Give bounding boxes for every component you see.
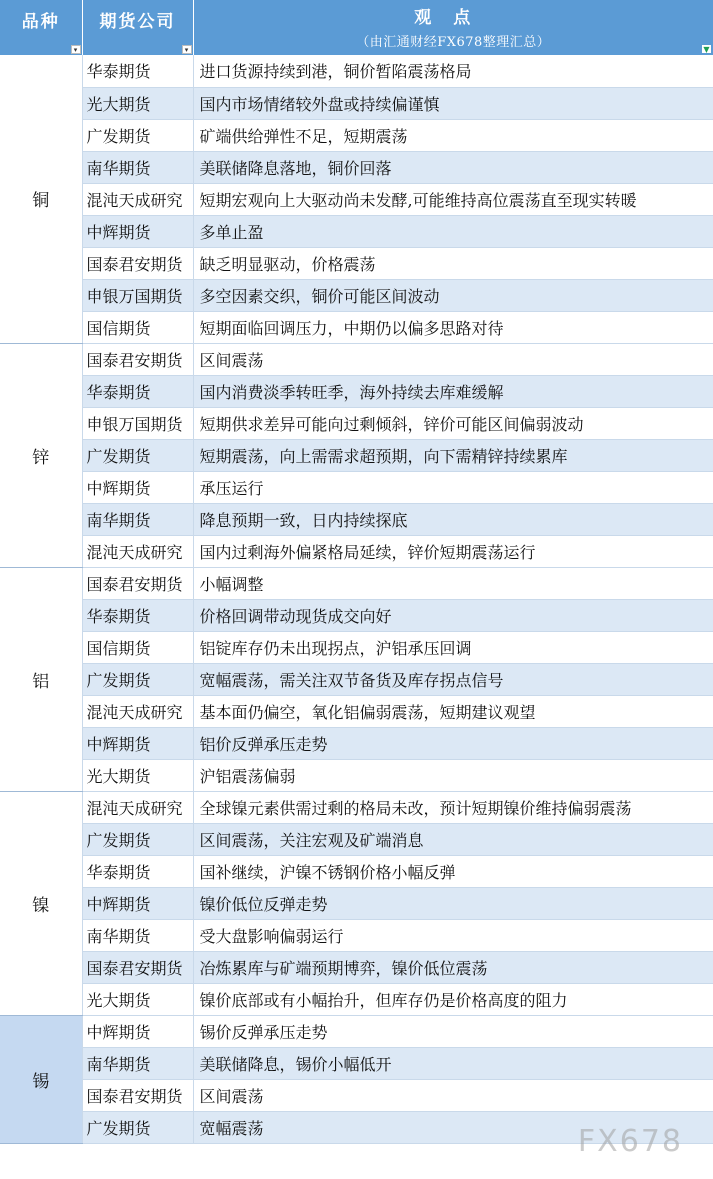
view-cell[interactable]: 矿端供给弹性不足，短期震荡 (193, 119, 713, 151)
table-row (0, 599, 713, 631)
view-cell[interactable]: 镍价底部或有小幅抬升，但库存仍是价格高度的阻力 (193, 983, 713, 1015)
view-cell[interactable]: 镍价低位反弹走势 (193, 887, 713, 919)
view-cell[interactable]: 缺乏明显驱动，价格震荡 (193, 247, 713, 279)
table-row (0, 407, 713, 439)
header-company-label: 期货公司 (99, 12, 176, 32)
table-row (0, 279, 713, 311)
company-cell[interactable]: 广发期货 (82, 1111, 193, 1143)
view-cell[interactable]: 锡价反弹承压走势 (193, 1015, 713, 1047)
view-cell[interactable]: 铝价反弹承压走势 (193, 727, 713, 759)
view-cell[interactable]: 宽幅震荡 (193, 1111, 713, 1143)
company-cell[interactable]: 混沌天成研究 (82, 535, 193, 567)
table-row (0, 951, 713, 983)
table-row (0, 727, 713, 759)
table-row (0, 375, 713, 407)
view-cell[interactable]: 降息预期一致，日内持续探底 (193, 503, 713, 535)
view-cell[interactable]: 多单止盈 (193, 215, 713, 247)
view-cell[interactable]: 国内过剩海外偏紧格局延续，锌价短期震荡运行 (193, 535, 713, 567)
table-row (0, 823, 713, 855)
company-cell[interactable]: 国泰君安期货 (82, 567, 193, 599)
view-cell[interactable]: 短期面临回调压力，中期仍以偏多思路对待 (193, 311, 713, 343)
view-cell[interactable]: 受大盘影响偏弱运行 (193, 919, 713, 951)
company-cell[interactable]: 华泰期货 (82, 55, 193, 87)
company-cell[interactable]: 中辉期货 (82, 1015, 193, 1047)
header-view-label: 观点 (414, 8, 493, 28)
table-row (0, 759, 713, 791)
view-cell[interactable]: 美联储降息，锡价小幅低开 (193, 1047, 713, 1079)
company-cell[interactable]: 广发期货 (82, 439, 193, 471)
company-cell[interactable]: 国泰君安期货 (82, 1079, 193, 1111)
company-cell[interactable]: 混沌天成研究 (82, 183, 193, 215)
view-cell[interactable]: 冶炼累库与矿端预期博弈，镍价低位震荡 (193, 951, 713, 983)
table-row (0, 535, 713, 567)
company-cell[interactable]: 申银万国期货 (82, 279, 193, 311)
company-cell[interactable]: 华泰期货 (82, 855, 193, 887)
company-cell[interactable]: 国泰君安期货 (82, 247, 193, 279)
view-cell[interactable]: 美联储降息落地，铜价回落 (193, 151, 713, 183)
table-row (0, 1079, 713, 1111)
view-cell[interactable]: 区间震荡 (193, 1079, 713, 1111)
company-cell[interactable]: 国泰君安期货 (82, 343, 193, 375)
company-cell[interactable]: 南华期货 (82, 151, 193, 183)
company-cell[interactable]: 中辉期货 (82, 215, 193, 247)
table-row (0, 1047, 713, 1079)
watermark: FX678 (577, 1124, 683, 1159)
company-cell[interactable]: 华泰期货 (82, 375, 193, 407)
variety-cell[interactable]: 锡 (0, 1015, 82, 1143)
view-cell[interactable]: 短期震荡，向上需需求超预期，向下需精锌持续累库 (193, 439, 713, 471)
table-row (0, 439, 713, 471)
view-cell[interactable]: 全球镍元素供需过剩的格局未改，预计短期镍价维持偏弱震荡 (193, 791, 713, 823)
company-cell[interactable]: 广发期货 (82, 823, 193, 855)
view-cell[interactable]: 国补继续，沪镍不锈钢价格小幅反弹 (193, 855, 713, 887)
view-cell[interactable]: 基本面仍偏空，氧化铝偏弱震荡，短期建议观望 (193, 695, 713, 727)
view-cell[interactable]: 进口货源持续到港，铜价暂陷震荡格局 (193, 55, 713, 87)
table-row (0, 215, 713, 247)
filter-dropdown-icon[interactable]: ▾ (71, 45, 81, 54)
view-cell[interactable]: 短期宏观向上大驱动尚未发酵,可能维持高位震荡直至现实转暖 (193, 183, 713, 215)
view-cell[interactable]: 小幅调整 (193, 567, 713, 599)
variety-cell[interactable]: 铜 (0, 55, 82, 343)
variety-cell[interactable]: 锌 (0, 343, 82, 567)
company-cell[interactable]: 中辉期货 (82, 471, 193, 503)
header-view[interactable] (193, 0, 713, 55)
company-cell[interactable]: 华泰期货 (82, 599, 193, 631)
company-cell[interactable]: 混沌天成研究 (82, 695, 193, 727)
variety-cell[interactable]: 铝 (0, 567, 82, 791)
table-row (0, 87, 713, 119)
company-cell[interactable]: 国信期货 (82, 631, 193, 663)
header-variety[interactable] (0, 0, 82, 55)
company-cell[interactable]: 南华期货 (82, 1047, 193, 1079)
table-row (0, 855, 713, 887)
company-cell[interactable]: 南华期货 (82, 919, 193, 951)
header-company[interactable] (82, 0, 193, 55)
view-cell[interactable]: 价格回调带动现货成交向好 (193, 599, 713, 631)
company-cell[interactable]: 国信期货 (82, 311, 193, 343)
table-row (0, 567, 713, 599)
company-cell[interactable]: 中辉期货 (82, 727, 193, 759)
company-cell[interactable]: 中辉期货 (82, 887, 193, 919)
table-row (0, 311, 713, 343)
company-cell[interactable]: 南华期货 (82, 503, 193, 535)
company-cell[interactable]: 光大期货 (82, 759, 193, 791)
table-row (0, 887, 713, 919)
table-row (0, 695, 713, 727)
table-row (0, 663, 713, 695)
filter-dropdown-icon[interactable]: ▾ (182, 45, 192, 54)
header-variety-label: 品种 (21, 12, 60, 32)
view-cell[interactable]: 承压运行 (193, 471, 713, 503)
filter-active-icon[interactable]: ▼ (703, 44, 710, 54)
variety-cell[interactable]: 镍 (0, 791, 82, 1015)
table-row (0, 503, 713, 535)
table-row (0, 631, 713, 663)
table-row (0, 983, 713, 1015)
company-cell[interactable]: 广发期货 (82, 663, 193, 695)
view-cell[interactable]: 区间震荡，关注宏观及矿端消息 (193, 823, 713, 855)
company-cell[interactable]: 混沌天成研究 (82, 791, 193, 823)
table-row (0, 791, 713, 823)
table-row (0, 247, 713, 279)
table-row (0, 471, 713, 503)
view-cell[interactable]: 铝锭库存仍未出现拐点，沪铝承压回调 (193, 631, 713, 663)
view-cell[interactable]: 宽幅震荡，需关注双节备货及库存拐点信号 (193, 663, 713, 695)
header-row (0, 0, 713, 55)
table-body (0, 55, 713, 1143)
view-cell[interactable]: 多空因素交织，铜价可能区间波动 (193, 279, 713, 311)
table-row (0, 55, 713, 87)
table-row (0, 919, 713, 951)
view-cell[interactable]: 国内市场情绪较外盘或持续偏谨慎 (193, 87, 713, 119)
view-cell[interactable]: 区间震荡 (193, 343, 713, 375)
table-row (0, 183, 713, 215)
company-cell[interactable]: 光大期货 (82, 983, 193, 1015)
header-view-source: （由汇通财经FX678整理汇总） (356, 35, 551, 50)
view-cell[interactable]: 沪铝震荡偏弱 (193, 759, 713, 791)
table-row (0, 343, 713, 375)
table-row (0, 1015, 713, 1047)
table-row (0, 151, 713, 183)
table-row (0, 119, 713, 151)
company-cell[interactable]: 光大期货 (82, 87, 193, 119)
view-cell[interactable]: 短期供求差异可能向过剩倾斜，锌价可能区间偏弱波动 (193, 407, 713, 439)
company-cell[interactable]: 申银万国期货 (82, 407, 193, 439)
company-cell[interactable]: 国泰君安期货 (82, 951, 193, 983)
company-cell[interactable]: 广发期货 (82, 119, 193, 151)
view-cell[interactable]: 国内消费淡季转旺季，海外持续去库难缓解 (193, 375, 713, 407)
